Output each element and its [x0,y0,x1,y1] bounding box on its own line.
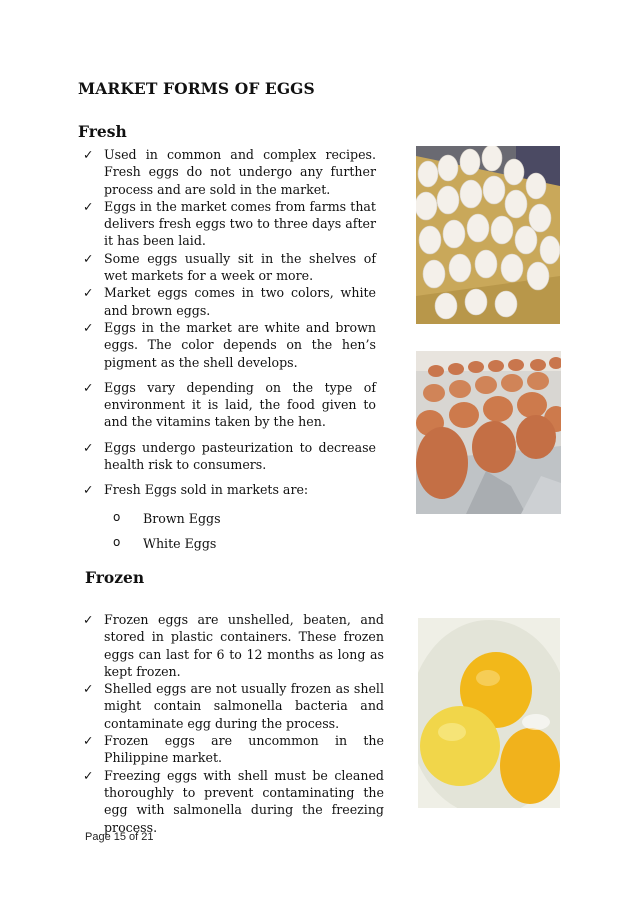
list-item: ✓ Frozen eggs are uncommon in the Philippine market. [83,733,384,766]
list-item: ✓ Eggs vary depending on the type of environment it is laid, the food given to and the vitamins taken by the hen. [83,379,376,430]
list-item: ✓ Shelled eggs are not usually frozen as shell might contain salmonella bacteria and contaminate egg during the process. [83,681,384,731]
list-item: o White Eggs [113,535,217,551]
circle-bullet-icon: o [113,510,121,524]
list-item: ✓ Fresh Eggs sold in markets are: [83,482,309,498]
frozen-bullet-list [78,611,384,836]
fresh-bullet-list [78,146,376,499]
egg-yolks-photo [418,618,560,808]
page-number: Page 15 of 21 [85,831,154,843]
list-item: ✓ Eggs in the market are white and brown eggs. The color depends on the hen’s pigment as the shell develops. [83,319,376,370]
white-eggs-illustration [416,146,560,324]
checkmark-icon: ✓ [83,733,94,749]
checkmark-icon: ✓ [83,767,94,783]
checkmark-icon: ✓ [83,250,94,266]
white-eggs-photo [416,146,560,324]
checkmark-icon: ✓ [83,147,94,162]
fresh-heading: Fresh [78,122,127,141]
circle-bullet-icon: o [113,535,121,549]
list-item: ✓ Frozen eggs are unshelled, beaten, and stored in plastic containers. These frozen eggs can last for 6 to 12 months as long as kept frozen. [83,612,384,679]
list-item: ✓ Eggs in the market comes from farms that delivers fresh eggs two to three days after it has been laid. [83,198,376,249]
checkmark-icon: ✓ [83,379,94,395]
checkmark-icon: ✓ [83,681,94,697]
list-item: ✓ Eggs undergo pasteurization to decrease health risk to consumers. [83,439,376,473]
list-item: ✓ Some eggs usually sit in the shelves of wet markets for a week or more. [83,250,376,284]
egg-yolks-illustration [418,618,560,808]
list-item: ✓ Freezing eggs with shell must be cleaned thoroughly to prevent contaminating the egg with salmonella during the freezing process. [83,767,384,835]
checkmark-icon: ✓ [83,285,94,301]
checkmark-icon: ✓ [83,198,94,214]
checkmark-icon: ✓ [83,319,94,335]
brown-eggs-illustration [416,351,561,514]
page-title: MARKET FORMS OF EGGS [78,79,315,98]
fresh-egg-types-list [113,510,221,552]
checkmark-icon: ✓ [83,612,94,627]
list-item: o Brown Eggs [113,510,221,526]
brown-eggs-photo [416,351,561,514]
frozen-heading: Frozen [85,568,145,587]
checkmark-icon: ✓ [83,482,94,498]
list-item: ✓ Market eggs comes in two colors, white and brown eggs. [83,285,376,318]
list-item: ✓ Used in common and complex recipes. Fresh eggs do not undergo any further process and are sold in the market. [83,147,376,197]
checkmark-icon: ✓ [83,439,94,455]
